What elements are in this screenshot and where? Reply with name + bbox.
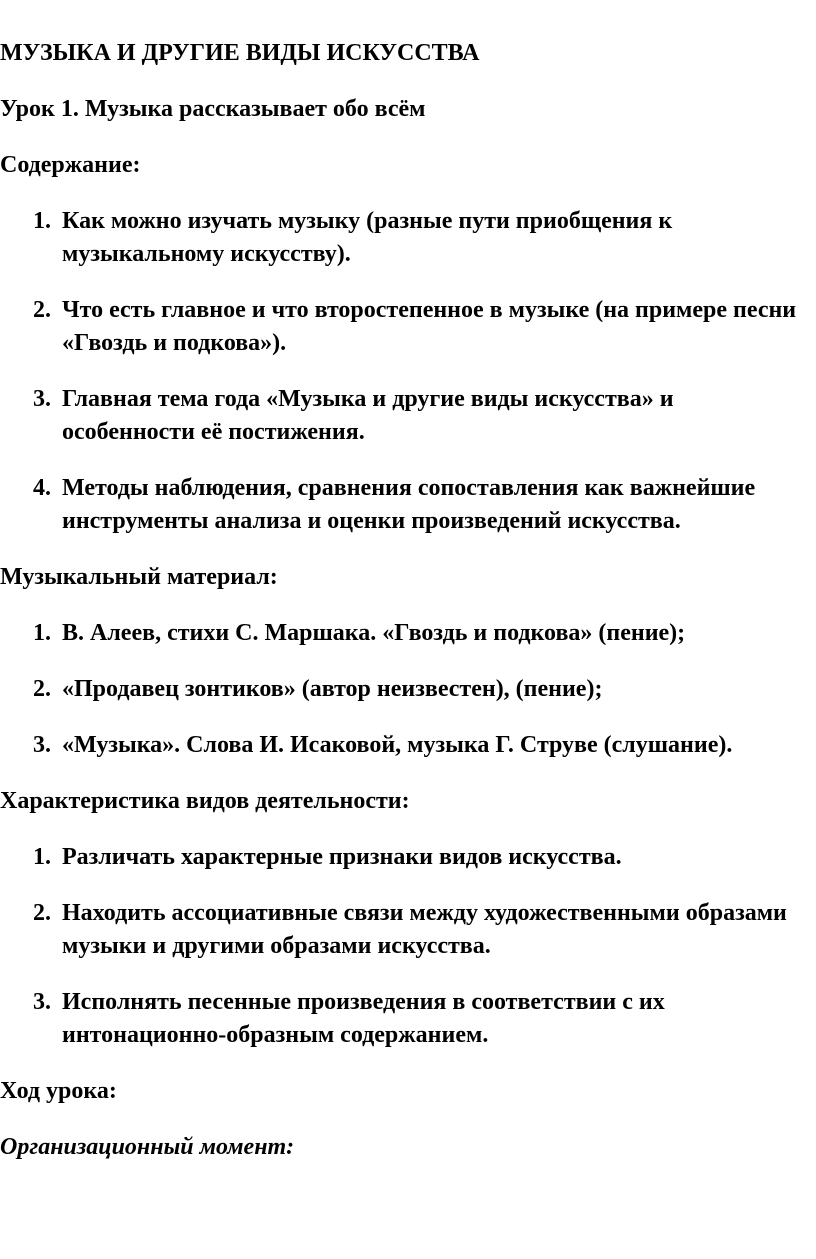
contents-list [0, 205, 806, 538]
list-item [0, 729, 806, 762]
list-item [0, 294, 806, 360]
list-item-text: Что есть главное и что второстепенное в музыке (на примере песни «Гвоздь и подкова»). [62, 297, 797, 356]
list-item-text: Различать характерные признаки видов искусства. [62, 844, 622, 870]
list-number: 2. [33, 900, 51, 926]
list-item-text: В. Алеев, стихи С. Маршака. «Гвоздь и подкова» (пение); [62, 620, 686, 646]
list-item [0, 205, 806, 271]
list-item [0, 897, 806, 963]
list-item [0, 617, 806, 650]
list-item-text: Главная тема года «Музыка и другие виды искусства» и особенности её постижения. [62, 386, 674, 445]
list-number: 2. [33, 297, 51, 323]
list-number: 1. [33, 844, 51, 870]
activities-list [0, 841, 806, 1052]
list-number: 3. [33, 989, 51, 1015]
list-item [0, 673, 806, 706]
list-number: 3. [33, 386, 51, 412]
list-number: 1. [33, 620, 51, 646]
list-number: 3. [33, 732, 51, 758]
list-item-text: Методы наблюдения, сравнения сопоставления как важнейшие инструменты анализа и оценки произведений искусства. [62, 475, 756, 534]
material-list [0, 617, 806, 762]
list-item-text: Как можно изучать музыку (разные пути приобщения к музыкальному искусству). [62, 208, 673, 267]
list-number: 4. [33, 475, 51, 501]
course-heading: Ход урока: [0, 1078, 117, 1104]
activities-heading: Характеристика видов деятельности: [0, 788, 410, 814]
list-item-text: «Музыка». Слова И. Исаковой, музыка Г. Струве (слушание). [62, 732, 733, 758]
list-item [0, 986, 806, 1052]
list-item [0, 472, 806, 538]
list-item [0, 841, 806, 874]
material-heading: Музыкальный материал: [0, 564, 278, 590]
org-moment-heading: Организационный момент: [0, 1134, 295, 1160]
list-number: 2. [33, 676, 51, 702]
list-item-text: «Продавец зонтиков» (автор неизвестен), (пение); [62, 676, 603, 702]
list-item-text: Находить ассоциативные связи между художественными образами музыки и другими образами искусства. [62, 900, 787, 959]
contents-heading: Содержание: [0, 152, 141, 178]
list-number: 1. [33, 208, 51, 234]
document-title: МУЗЫКА И ДРУГИЕ ВИДЫ ИСКУССТВА [0, 40, 480, 66]
lesson-title: Урок 1. Музыка рассказывает обо всём [0, 96, 426, 122]
list-item-text: Исполнять песенные произведения в соответствии с их интонационно-образным содержанием. [62, 989, 665, 1048]
list-item [0, 383, 806, 449]
